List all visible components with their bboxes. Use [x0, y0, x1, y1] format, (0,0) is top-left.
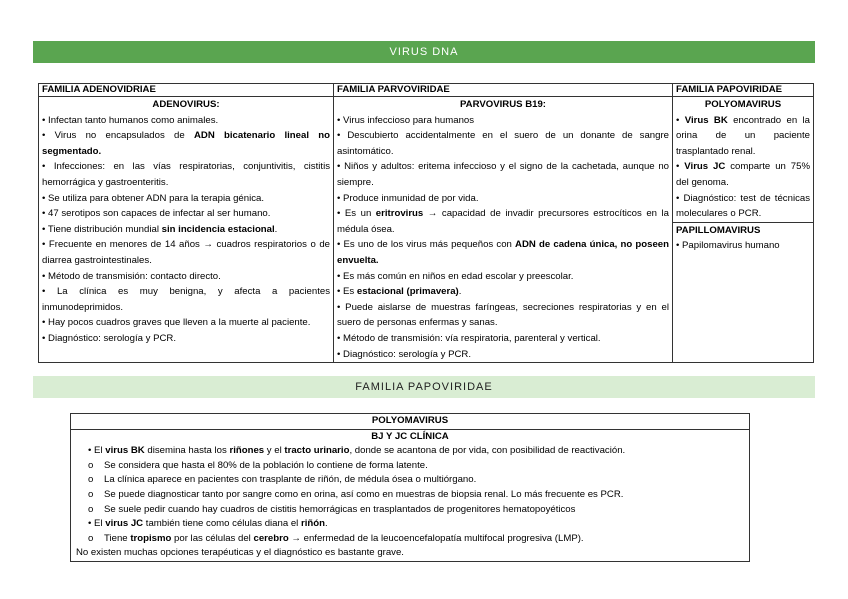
- polyomavirus-table-subtitle: BJ Y JC CLÍNICA: [371, 430, 449, 442]
- polyomavirus-list: [676, 113, 810, 222]
- list-item: • Método de transmisión: vía respiratoria, parenteral y vertical.: [337, 331, 669, 347]
- polyomavirus-table-title: POLYOMAVIRUS: [71, 414, 750, 430]
- list-item: • Método de transmisión: contacto directo.: [42, 269, 330, 285]
- bold-text: virus BK: [105, 445, 145, 457]
- header-papoviridae: FAMILIA PAPOVIRIDAE: [673, 84, 814, 97]
- adenovirus-title: ADENOVIRUS:: [152, 99, 220, 110]
- list-item: • Frecuente en menores de 14 años → cuadros respiratorios o de diarrea gastrointestinales.: [42, 237, 330, 268]
- clinic-line: o Se suele pedir cuando hay cuadros de cistitis hemorrágicas en trasplantados de progenitores hematopoyéticos: [76, 503, 744, 518]
- list-item: • Niños y adultos: eritema infeccioso y el signo de la cachetada, aunque no siempre.: [337, 159, 669, 190]
- list-item: • Descubierto accidentalmente en el suero de un donante de sangre asintomático.: [337, 128, 669, 159]
- papoviridae-cell: [673, 97, 814, 363]
- adenovirus-cell: [39, 97, 334, 363]
- list-item: • Es más común en niños en edad escolar y preescolar.: [337, 269, 669, 285]
- polyomavirus-block: [673, 97, 813, 222]
- bold-text: Virus JC: [684, 161, 726, 173]
- header-adenoviridae: FAMILIA ADENOVIDRIAE: [39, 84, 334, 97]
- list-item: • Virus infeccioso para humanos: [337, 113, 669, 129]
- bold-text: riñón: [300, 518, 325, 530]
- clinic-line: o Se considera que hasta el 80% de la población lo contiene de forma latente.: [76, 459, 744, 474]
- bold-text: cerebro: [253, 532, 289, 544]
- list-item: • Diagnóstico: serología y PCR.: [337, 347, 669, 363]
- list-item: • Virus no encapsulados de ADN bicatenario lineal no segmentado.: [42, 128, 330, 159]
- bold-text: ADN bicatenario lineal no segmentado.: [42, 130, 330, 157]
- list-item: • Virus JC comparte un 75% del genoma.: [676, 159, 810, 190]
- list-item: • Se utiliza para obtener ADN para la terapia génica.: [42, 191, 330, 207]
- list-item: • Es un eritrovirus → capacidad de invadir precursores estrocíticos en la médula ósea.: [337, 206, 669, 237]
- polyomavirus-clinic-lines: [76, 444, 744, 561]
- parvovirus-title: PARVOVIRUS B19:: [459, 99, 546, 110]
- clinic-line: • El virus JC también tiene como células diana el riñón.: [76, 517, 744, 532]
- parvovirus-list: [337, 113, 669, 363]
- bold-text: riñones: [229, 445, 265, 457]
- list-item: • Virus BK encontrado en la orina de un paciente trasplantado renal.: [676, 113, 810, 160]
- clinic-line: o Tiene tropismo por las células del cerebro → enfermedad de la leucoencefalopatía multifocal progresiva (LMP).: [76, 532, 744, 547]
- bold-text: eritrovirus: [375, 208, 424, 220]
- papillomavirus-title: PAPILLOMAVIRUS: [676, 224, 761, 236]
- bold-text: tracto urinario: [284, 445, 350, 457]
- papillomavirus-list: [676, 238, 810, 254]
- families-table: [38, 83, 814, 363]
- bold-text: virus JC: [105, 518, 144, 530]
- list-item: • Hay pocos cuadros graves que lleven a la muerte al paciente.: [42, 315, 330, 331]
- list-item: • Infecciones: en las vías respiratorias, conjuntivitis, cistitis hemorrágica y gastroenteritis.: [42, 159, 330, 190]
- list-item: • Produce inmunidad de por vida.: [337, 191, 669, 207]
- list-item: • Infectan tanto humanos como animales.: [42, 113, 330, 129]
- polyomavirus-title: POLYOMAVIRUS: [704, 99, 782, 110]
- list-item: • Es uno de los virus más pequeños con ADN de cadena única, no poseen envuelta.: [337, 237, 669, 268]
- section-title-papoviridae: FAMILIA PAPOVIRIDAE: [33, 376, 815, 398]
- bold-text: tropismo: [130, 532, 172, 544]
- list-item: • Tiene distribución mundial sin incidencia estacional.: [42, 222, 330, 238]
- section-title-virus-dna: VIRUS DNA: [33, 41, 815, 63]
- bold-text: Virus BK: [684, 114, 728, 126]
- clinic-line: o La clínica aparece en pacientes con trasplante de riñón, de médula ósea o multiórgano.: [76, 473, 744, 488]
- bold-text: ADN de cadena única, no poseen envuelta.: [337, 239, 669, 266]
- clinic-line: o Se puede diagnosticar tanto por sangre como en orina, así como en muestras de biopsia renal. Lo más frecuente es PCR.: [76, 488, 744, 503]
- list-item: • Es estacional (primavera).: [337, 284, 669, 300]
- list-item: • La clínica es muy benigna, y afecta a pacientes inmunodeprimidos.: [42, 284, 330, 315]
- papillomavirus-block: [673, 222, 813, 254]
- list-item: • Papilomavirus humano: [676, 238, 810, 254]
- list-item: • Diagnóstico: serología y PCR.: [42, 331, 330, 347]
- bold-text: sin incidencia estacional: [161, 223, 275, 235]
- polyomavirus-table: [70, 413, 750, 562]
- list-item: • 47 serotipos son capaces de infectar al ser humano.: [42, 206, 330, 222]
- header-parvoviridae: FAMILIA PARVOVIRIDAE: [334, 84, 673, 97]
- parvovirus-cell: [334, 97, 673, 363]
- list-item: • Puede aislarse de muestras faríngeas, secreciones respiratorias y en el suero de personas enfermas y sanas.: [337, 300, 669, 331]
- clinic-line: No existen muchas opciones terapéuticas y el diagnóstico es bastante grave.: [76, 547, 404, 559]
- polyomavirus-table-body: [71, 429, 750, 561]
- bold-text: estacional (primavera): [356, 286, 459, 298]
- list-item: • Diagnóstico: test de técnicas moleculares o PCR.: [676, 191, 810, 222]
- clinic-line: • El virus BK disemina hasta los riñones y el tracto urinario, donde se acantona de por vida, con posibilidad de reactivación.: [76, 444, 744, 459]
- adenovirus-list: [42, 113, 330, 347]
